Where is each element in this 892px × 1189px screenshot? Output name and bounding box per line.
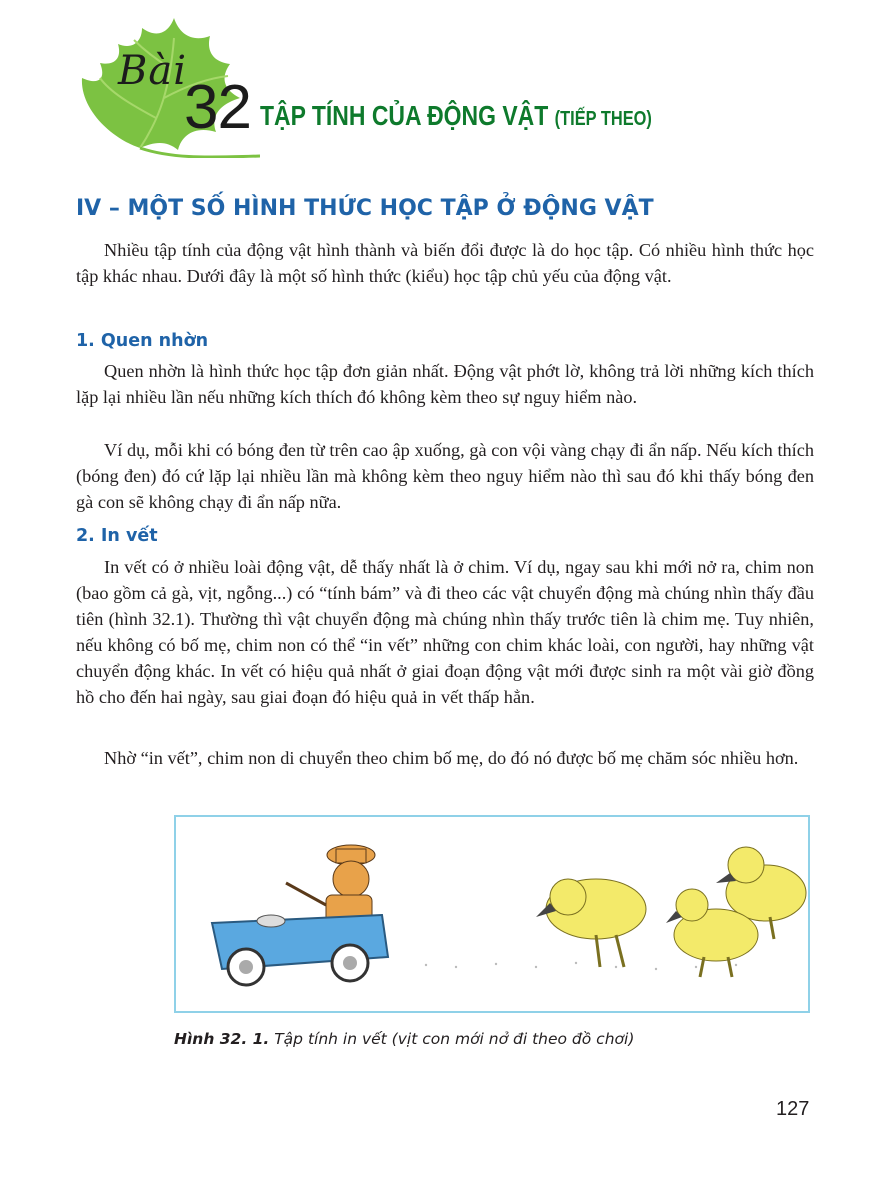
- imprinting-illustration: [176, 817, 808, 1011]
- lesson-title-main: TẬP TÍNH CỦA ĐỘNG VẬT: [260, 100, 549, 131]
- subsection-heading-in-vet: 2. In vết: [76, 526, 158, 546]
- paragraph: Ví dụ, mỗi khi có bóng đen từ trên cao ập xuống, gà con vội vàng chạy đi ẩn nấp. Nếu kích thích (bóng đen) đó cứ lặp lại nhiều lần mà không kèm theo nguy hiểm nào thì sau đó khi thấy bóng đen gà con sẽ không chạy đi ẩn nấp nữa.: [76, 440, 814, 512]
- lesson-word: Bài: [118, 48, 188, 94]
- paragraph: In vết có ở nhiều loài động vật, dễ thấy nhất là ở chim. Ví dụ, ngay sau khi mới nở ra, chim non (bao gồm cả gà, vịt, ngỗng...) có “tính bám” và đi theo các vật chuyển động mà chúng nhìn thấy đầu tiên (hình 32.1). Thường thì vật chuyển động mà chúng nhìn thấy trước tiên là chim mẹ. Tuy nhiên, nếu không có bố mẹ, chim non có thể “in vết” những con chim khác loài, con người, hay những vật chuyển động khác. In vết có hiệu quả nhất ở giai đoạn động vật mới được sinh ra một vài giờ đồng hồ cho đến hai ngày, sau giai đoạn đó hiệu quả in vết thấp hẳn.: [76, 557, 814, 707]
- figure-imprinting: [174, 815, 810, 1013]
- figure-caption-text: Tập tính in vết (vịt con mới nở đi theo đồ chơi): [274, 1030, 635, 1048]
- lesson-title-sub: (TIẾP THEO): [554, 108, 652, 130]
- toy-car: [212, 845, 388, 985]
- lesson-title: [260, 100, 652, 132]
- page-number: 127: [776, 1098, 810, 1120]
- duckling: [536, 879, 646, 967]
- figure-caption-label: Hình 32. 1.: [174, 1030, 270, 1048]
- intro-paragraph: Nhiều tập tính của động vật hình thành và biến đổi được là do học tập. Có nhiều hình thức học tập khác nhau. Dưới đây là một số hình thức (kiểu) học tập chủ yếu của động vật.: [76, 240, 814, 286]
- figure-caption: [174, 1030, 634, 1048]
- section-heading: IV – MỘT SỐ HÌNH THỨC HỌC TẬP Ở ĐỘNG VẬT: [76, 196, 654, 221]
- subsection-heading-quen-nhon: 1. Quen nhờn: [76, 331, 209, 351]
- lesson-header: [0, 0, 892, 170]
- lesson-number: 32: [184, 73, 251, 142]
- ground-dots: [425, 962, 737, 970]
- paragraph: Nhờ “in vết”, chim non di chuyển theo chim bố mẹ, do đó nó được bố mẹ chăm sóc nhiều hơn.: [104, 748, 799, 768]
- paragraph: Quen nhờn là hình thức học tập đơn giản nhất. Động vật phớt lờ, không trả lời những kích thích lặp lại nhiều lần nếu những kích thích đó không kèm theo sự nguy hiểm nào.: [76, 361, 814, 407]
